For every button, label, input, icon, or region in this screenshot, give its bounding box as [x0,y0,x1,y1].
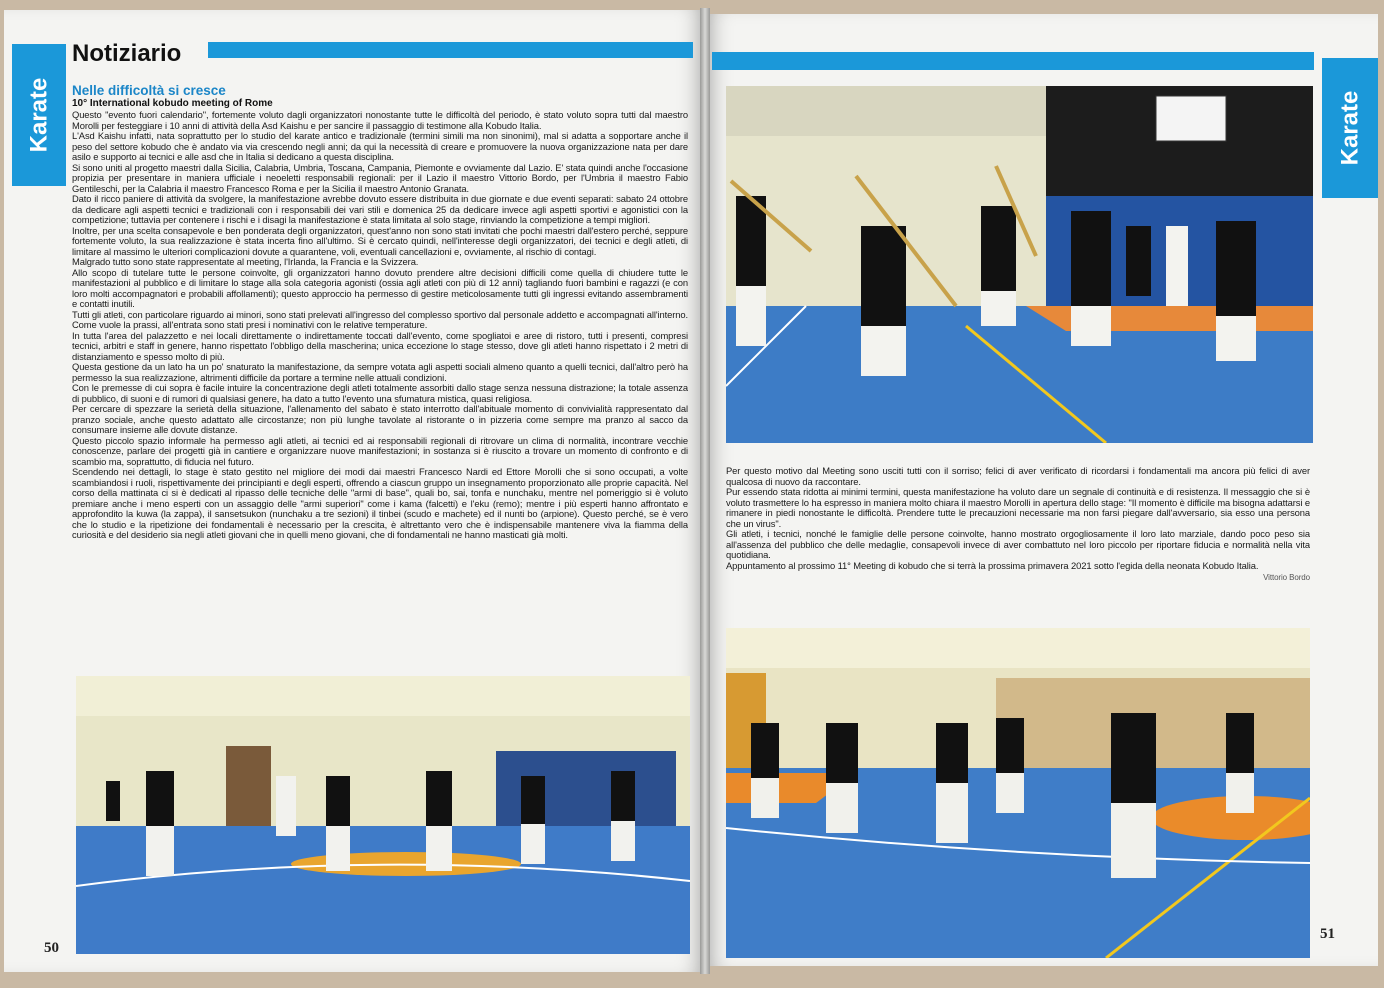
paragraph: Per questo motivo dal Meeting sono usciti tutti con il sorriso; felici di aver verificato di ricordarsi i fondamentali ma ancora più felici di aver qualcosa di nuovo da raccontare. [726,466,1310,487]
paragraph: Si sono uniti al progetto maestri dalla Sicilia, Calabria, Umbria, Toscana, Campania, Piemonte e ovviamente dal Lazio. E' stata quindi anche l'occasione propizia per presentare in maniera ufficiale i neoeletti responsabili regionali: per il Lazio il maestro Vittorio Bordo, per l'Umbria il maestro Fabio Gentileschi, per la Calabria il maestro Francesco Roma e per la Sicilia il maestro Antonio Granata. [72,161,688,194]
paragraph: Per cercare di spezzare la serietà della situazione, l'allenamento del sabato è stato interrotto dall'abituale momento di convivialità rappresentato dal pranzo sociale, anche questo adattato alle circostanze; non più lunghe tavolate al ristorante o in pizzeria come sempre ma pranzo al sacco da consumare insieme alle dovute distanze. [72,403,688,435]
paragraph: L'Asd Kaishu infatti, nata soprattutto per lo studio del karate antico e tradizionale (termini simili ma non sinonimi), mal si adatta a sopportare anche il peso del settore kobudo che è andato via via crescendo negli anni; da qui la necessità di creare e promuovere la nuova organizzazione nata per dare asilo e supporto ai tecnici e alle asd che in Italia si dedicano a questa disciplina. [72,130,688,162]
paragraph: Allo scopo di tutelare tutte le persone coinvolte, gli organizzatori hanno dovuto prendere altre decisioni difficili come quella di chiudere tutte le manifestazioni al pubblico e di limitare lo stage alla sola categoria agonisti (ossia agli atleti con più di 12 anni) tagliando fuori bambini e ragazzi (e con loro molti accompagnatori e probabili affollamenti); questo approccio ha permesso di gestire meticolosamente tutti gli ingressi evitando assembramenti e contatti inutili. [72,266,688,309]
article-subhead: 10° International kobudo meeting of Rome [72,98,273,109]
paragraph: Malgrado tutto sono state rappresentate al meeting, l'Irlanda, la Francia e la Svizzera. [72,256,419,267]
article-body-right [726,466,1310,604]
paragraph: Questo piccolo spazio informale ha permesso agli atleti, ai tecnici ed ai responsabili regionali di ritrovare un clima di normalità, incontrare vecchie conoscenze, parlare dei progetti già in cantiere e organizzare nuove manifestazioni; in sostanza si è riuscito a trovare un momento di confronto e di scambio ma, soprattutto, di fiducia nel futuro. [72,434,688,467]
paragraph: Pur essendo stata ridotta ai minimi termini, questa manifestazione ha voluto dare un segnale di continuità e di resistenza. Il messaggio che si è voluto trasmettere lo ha espresso in maniera molto chiara il maestro Morolli in apertura dello stage: "Il momento è difficile ma bisogna adattarsi e rimanere in piedi nonostante le difficoltà. Prendere tutte le precauzioni necessarie ma non farsi piegare dall'avversario, sia esso una persona che un virus". [726,486,1310,529]
paragraph: Con le premesse di cui sopra è facile intuire la concentrazione degli atleti totalmente assorbiti dallo stage senza nessuna distrazione; la totale assenza di pubblico, di suoni e di rumori di qualsiasi genere, ha dato a tutto l'evento una sfumatura mistica, quasi religiosa. [72,382,688,404]
author-signature: Vittorio Bordo [1263,573,1310,582]
side-tab-left [12,44,66,186]
paragraph: Inoltre, per una scelta consapevole e ben ponderata degli organizzatori, quest'anno non sono stati invitati che pochi maestri dall'estero perché, seppure fortemente voluto, la sua realizzazione è stata incerta fino all'ultimo. Si è cercato quindi, nell'interesse degli organizzatori, dei tecnici e degli atleti, di limitare al massimo le ulteriori complicazioni dovute a quarantene, voli, eventuali cancellazioni e, ovviamente, al rischio di contagi. [72,224,688,257]
paragraph: Gli atleti, i tecnici, nonché le famiglie delle persone coinvolte, hanno mostrato orgogliosamente il loro lato marziale, dando poco peso sia all'assenza del pubblico che delle medaglie, consapevoli invece di aver combattuto nel loro piccolo per riportare fiducia e normalità nella vita quotidiana. [726,528,1310,560]
paragraph: Appuntamento al prossimo 11° Meeting di kobudo che si terrà la prossima primavera 2021 sotto l'egida della neonata Kobudo Italia. [726,559,1259,571]
article-body-left [72,110,688,665]
page-number-left: 50 [44,940,59,956]
side-tab-label: Karate [25,77,52,153]
paragraph: Dato il ricco paniere di attività da svolgere, la manifestazione avrebbe dovuto essere distribuita in due giornate e due eventi separati: sabato 24 ottobre da dedicare agli aspetti tecnici e tradizionali con i responsabili dei vari stili e domenica 25 da dedicare invece agli aspetti sportivi e agonistici con la competizione; tuttavia per contenere i rischi e i disagi la manifestazione è stata limitata al solo stage, rinviando la competizione a tempi migliori. [72,193,688,225]
paragraph: Questa gestione da un lato ha un po' snaturato la manifestazione, da sempre votata agli aspetti sociali almeno quanto a quelli tecnici, dall'altro però ha permesso la sua realizzazione, altrimenti difficile da portare a termine nelle attuali condizioni. [72,361,688,383]
paragraph: Tutti gli atleti, con particolare riguardo ai minori, sono stati prelevati all'ingresso del complesso sportivo dal personale addetto e accompagnati all'interno. Come vuole la prassi, all'entrata sono stati presi i nominativi con le relative temperature. [72,308,688,330]
page-gutter [700,8,710,974]
kobudo-eku-photo [726,86,1313,443]
page-number-right: 51 [1320,926,1335,942]
section-title: Notiziario [72,40,182,67]
article-headline: Nelle difficoltà si cresce [72,83,226,98]
side-tab-label: Karate [1336,90,1363,166]
paragraph: In tutta l'area del palazzetto e nei locali direttamente o indirettamente toccati dall'evento, come spogliatoi e aree di ristoro, tutti i presenti, compresi tecnici, arbitri e staff in genere, hanno rispettato l'obbligo della mascherina; unica eccezione lo stage stesso, dove gli atleti hanno rispettato i 2 metri di distanziamento e spesso molto di più. [72,329,688,362]
kobudo-group-photo [76,676,690,954]
paragraph: Questo "evento fuori calendario", fortemente voluto dagli organizzatori nonostante tutte le difficoltà del periodo, è stato voluto sopra tutti dal maestro Morolli per festeggiare i 10 anni di attività della Asd Kaishu e per sancire il passaggio di testimone alla Kobudo Italia. [72,110,688,131]
side-tab-right [1322,58,1378,198]
paragraph: Scendendo nei dettagli, lo stage è stato gestito nel migliore dei modi dai maestri Francesco Nardi ed Ettore Morolli che si sono occupati, a volte scambiandosi i ruoli, rispettivamente dei principianti e degli esperti, offrendo a ciascun gruppo un insegnamento proporzionato alle proprie capacità. Nel corso della mattinata ci si è dedicati al ripasso delle tecniche delle "armi di base", quali bo, sai, tonfa e nunchaku, mentre nel pomeriggio si è voluto premiare anche i meno esperti con un assaggio delle "armi superiori" come i kama (falcetti) e l'eku (remo); mentre i più esperti hanno affrontato e approfondito la kuwa (la zappa), il sansetsukon (nunchaku a tre sezioni) il tinbei (scudo e machete) ed il nunti bo (arpione). Questo perché, se è vero che lo studio e la ripetizione dei fondamentali è necessario per la crescita, è altrettanto vero che è indispensabile mantenere viva la fiamma della curiosità e del desiderio sia negli atleti giovani che in quelli meno giovani, che di fondamentali ne hanno masticati già molti. [72,466,688,540]
header-bar-right [712,52,1314,70]
kobudo-bo-photo [726,628,1310,958]
header-bar-left [208,42,693,58]
